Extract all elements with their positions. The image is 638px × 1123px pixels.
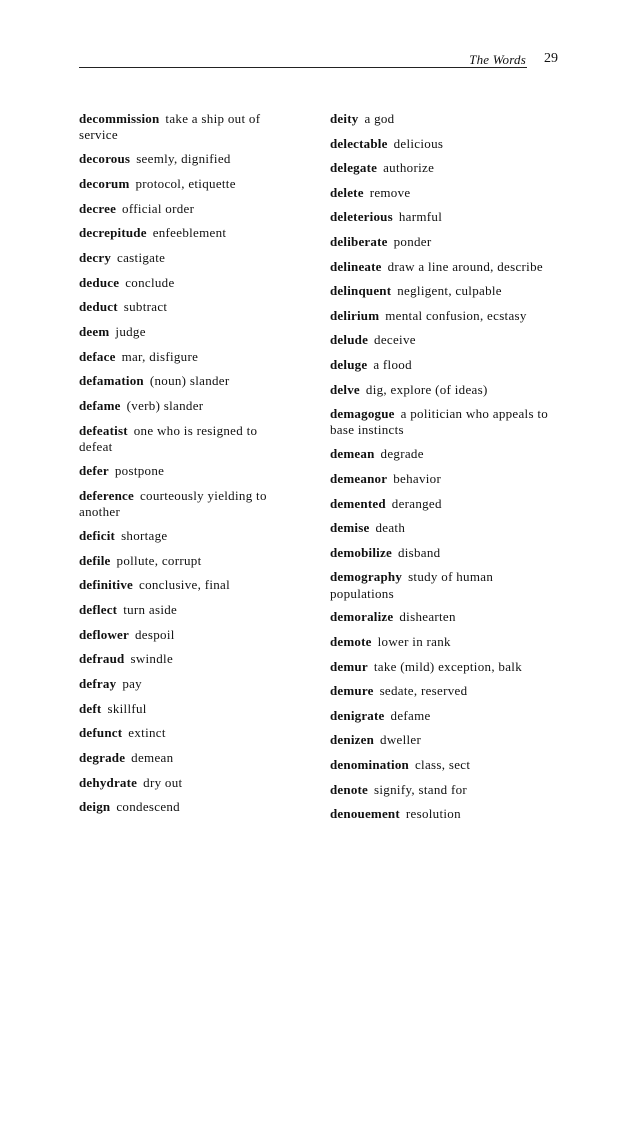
glossary-entry: [330, 185, 558, 201]
glossary-entry: [79, 151, 291, 167]
glossary-entry: [79, 577, 291, 593]
entry-definition: despoil: [134, 626, 175, 642]
entry-definition: conclude: [125, 274, 175, 290]
entry-definition: postpone: [114, 462, 165, 478]
entry-term: defray: [79, 675, 117, 691]
glossary-entry: [330, 569, 558, 602]
glossary-entry: [79, 463, 291, 479]
entry-term: delude: [330, 332, 369, 348]
entry-term: demography: [330, 569, 403, 585]
glossary-entry: [79, 176, 291, 192]
glossary-entry: [79, 111, 291, 144]
entry-definition: lower in rank: [377, 634, 451, 650]
entry-term: deface: [79, 348, 116, 364]
entry-term: deft: [79, 700, 102, 716]
entry-term: defunct: [79, 725, 123, 741]
glossary-entry: [330, 160, 558, 176]
entry-definition: turn aside: [123, 601, 178, 617]
entry-term: demoralize: [330, 609, 394, 625]
entry-term: deflect: [79, 601, 118, 617]
entry-term: denigrate: [330, 707, 385, 723]
header-rule: [79, 67, 527, 68]
entry-definition: harmful: [398, 209, 443, 225]
entry-definition: delicious: [393, 135, 444, 151]
entry-term: delineate: [330, 258, 382, 274]
entry-definition: pay: [122, 675, 142, 691]
entry-term: demise: [330, 520, 370, 536]
glossary-entry: [330, 545, 558, 561]
entry-term: deleterious: [330, 209, 393, 225]
entry-definition: a god: [364, 111, 395, 126]
glossary-entry: [330, 234, 558, 250]
glossary-entry: [330, 406, 558, 439]
glossary-entry: [330, 357, 558, 373]
entry-definition: skillful: [107, 700, 147, 716]
glossary-entry: [330, 683, 558, 699]
entry-definition: castigate: [117, 249, 166, 265]
entry-definition: take (mild) exception, balk: [373, 658, 523, 674]
entry-definition: (noun) slander: [149, 373, 230, 389]
entry-definition: signify, stand for: [374, 781, 468, 797]
entry-term: dehydrate: [79, 774, 138, 790]
entry-definition: negligent, culpable: [397, 283, 502, 299]
entry-definition: defame: [390, 707, 431, 723]
entry-term: degrade: [79, 750, 126, 765]
glossary-entry: [79, 398, 291, 414]
entry-definition: death: [375, 520, 406, 536]
entry-term: deity: [330, 111, 359, 126]
entry-definition: protocol, etiquette: [135, 175, 236, 191]
entry-term: decrepitude: [79, 225, 147, 241]
entry-term: denomination: [330, 757, 409, 773]
glossary-entry: [330, 136, 558, 152]
entry-term: deign: [79, 799, 111, 815]
entry-definition: dig, explore (of ideas): [365, 381, 488, 397]
entry-definition: mar, disfigure: [121, 348, 199, 364]
glossary-entry: [79, 651, 291, 667]
entry-definition: condescend: [116, 799, 180, 815]
entry-definition: deranged: [391, 495, 442, 511]
entry-definition: ponder: [393, 233, 432, 249]
entry-term: defile: [79, 552, 111, 568]
entry-definition: one who is resigned to defeat: [79, 422, 258, 455]
entry-term: delectable: [330, 135, 388, 151]
glossary-entry: [79, 528, 291, 544]
entry-definition: sedate, reserved: [379, 683, 468, 699]
glossary-entry: [79, 349, 291, 365]
glossary-entry: [330, 520, 558, 536]
entry-definition: demean: [131, 750, 174, 765]
glossary-entry: [330, 259, 558, 275]
glossary-entry: [79, 275, 291, 291]
glossary-entry: [79, 750, 291, 766]
entry-term: deficit: [79, 527, 116, 543]
glossary-entry: [330, 471, 558, 487]
glossary-entry: [79, 602, 291, 618]
entry-definition: behavior: [393, 470, 442, 486]
entry-term: delinquent: [330, 283, 392, 299]
glossary-entry: [79, 299, 291, 315]
entry-definition: dweller: [380, 732, 422, 748]
entry-definition: a flood: [373, 356, 412, 372]
entry-definition: swindle: [130, 651, 174, 667]
entry-definition: study of human populations: [330, 569, 494, 601]
glossary-entry: [330, 634, 558, 650]
entry-term: deliberate: [330, 233, 388, 249]
entry-term: delegate: [330, 160, 378, 176]
glossary-entry: [330, 496, 558, 512]
glossary-entry: [330, 806, 558, 822]
entry-definition: enfeeblement: [152, 225, 227, 241]
entry-definition: mental confusion, ecstasy: [385, 307, 527, 323]
glossary-entry: [330, 782, 558, 798]
entry-definition: deceive: [374, 332, 416, 348]
entry-term: demobilize: [330, 544, 392, 560]
entry-definition: subtract: [123, 299, 168, 315]
entry-definition: pollute, corrupt: [116, 552, 202, 568]
entry-definition: draw a line around, describe: [387, 258, 543, 274]
glossary-entry: [79, 324, 291, 340]
page-number: 29: [544, 51, 558, 66]
entry-term: definitive: [79, 577, 133, 593]
glossary-entry: [330, 382, 558, 398]
entry-term: defeatist: [79, 422, 128, 438]
glossary-entry: [79, 701, 291, 717]
right-column: [330, 111, 558, 831]
entry-definition: class, sect: [414, 757, 471, 773]
entry-term: delete: [330, 184, 364, 200]
entry-term: demur: [330, 658, 368, 674]
left-column: [79, 111, 291, 824]
glossary-entry: [330, 757, 558, 773]
entry-term: denizen: [330, 732, 375, 748]
glossary-entry: [330, 609, 558, 625]
glossary-entry: [79, 373, 291, 389]
entry-term: deem: [79, 324, 110, 339]
entry-definition: take a ship out of service: [79, 111, 261, 143]
glossary-entry: [79, 423, 291, 456]
entry-definition: (verb) slander: [126, 398, 204, 414]
entry-term: decry: [79, 249, 112, 265]
entry-definition: conclusive, final: [139, 577, 231, 593]
entry-term: deluge: [330, 356, 368, 372]
entry-definition: official order: [122, 200, 195, 216]
glossary-entry: [79, 553, 291, 569]
page-header: [79, 50, 558, 68]
entry-term: delirium: [330, 307, 380, 323]
entry-definition: courteously yielding to another: [79, 487, 267, 519]
entry-definition: remove: [369, 184, 411, 200]
entry-definition: dishearten: [399, 609, 456, 625]
entry-term: demagogue: [330, 406, 395, 422]
glossary-entry: [330, 308, 558, 324]
glossary-entry: [330, 708, 558, 724]
glossary-entry: [79, 225, 291, 241]
glossary-entry: [330, 283, 558, 299]
entry-term: denote: [330, 781, 369, 797]
glossary-entry: [330, 209, 558, 225]
glossary-entry: [330, 732, 558, 748]
entry-term: demote: [330, 634, 372, 650]
entry-term: defamation: [79, 373, 144, 389]
entry-term: deference: [79, 487, 134, 503]
entry-term: denouement: [330, 806, 400, 822]
entry-definition: degrade: [380, 446, 424, 462]
entry-term: demure: [330, 683, 374, 699]
entry-term: demeanor: [330, 470, 388, 486]
glossary-entry: [79, 799, 291, 815]
entry-definition: authorize: [383, 160, 435, 176]
glossary-entry: [330, 332, 558, 348]
entry-term: decorum: [79, 175, 130, 191]
glossary-entry: [330, 659, 558, 675]
entry-definition: dry out: [143, 774, 183, 790]
running-title: The Words: [469, 52, 526, 67]
entry-definition: seemly, dignified: [136, 151, 231, 167]
entry-term: defame: [79, 398, 121, 414]
glossary-entry: [79, 488, 291, 521]
entry-term: demean: [330, 446, 375, 462]
glossary-entry: [79, 250, 291, 266]
glossary-entry: [79, 775, 291, 791]
entry-term: deduce: [79, 274, 120, 290]
entry-definition: shortage: [121, 527, 168, 543]
glossary-entry: [330, 111, 558, 127]
glossary-entry: [79, 201, 291, 217]
entry-term: deduct: [79, 299, 118, 315]
entry-term: delve: [330, 381, 360, 397]
entry-definition: resolution: [405, 806, 461, 822]
entry-definition: a politician who appeals to base instincts: [330, 406, 549, 438]
entry-term: decorous: [79, 151, 131, 167]
glossary-entry: [79, 676, 291, 692]
entry-term: decree: [79, 200, 117, 216]
entry-term: deflower: [79, 626, 129, 642]
entry-definition: judge: [115, 324, 146, 339]
entry-term: defer: [79, 462, 109, 478]
entry-term: demented: [330, 495, 386, 511]
entry-definition: extinct: [128, 725, 166, 741]
glossary-entry: [330, 446, 558, 462]
entry-term: defraud: [79, 651, 125, 667]
entry-definition: disband: [397, 544, 441, 560]
glossary-entry: [79, 725, 291, 741]
entry-term: decommission: [79, 111, 160, 126]
glossary-entry: [79, 627, 291, 643]
